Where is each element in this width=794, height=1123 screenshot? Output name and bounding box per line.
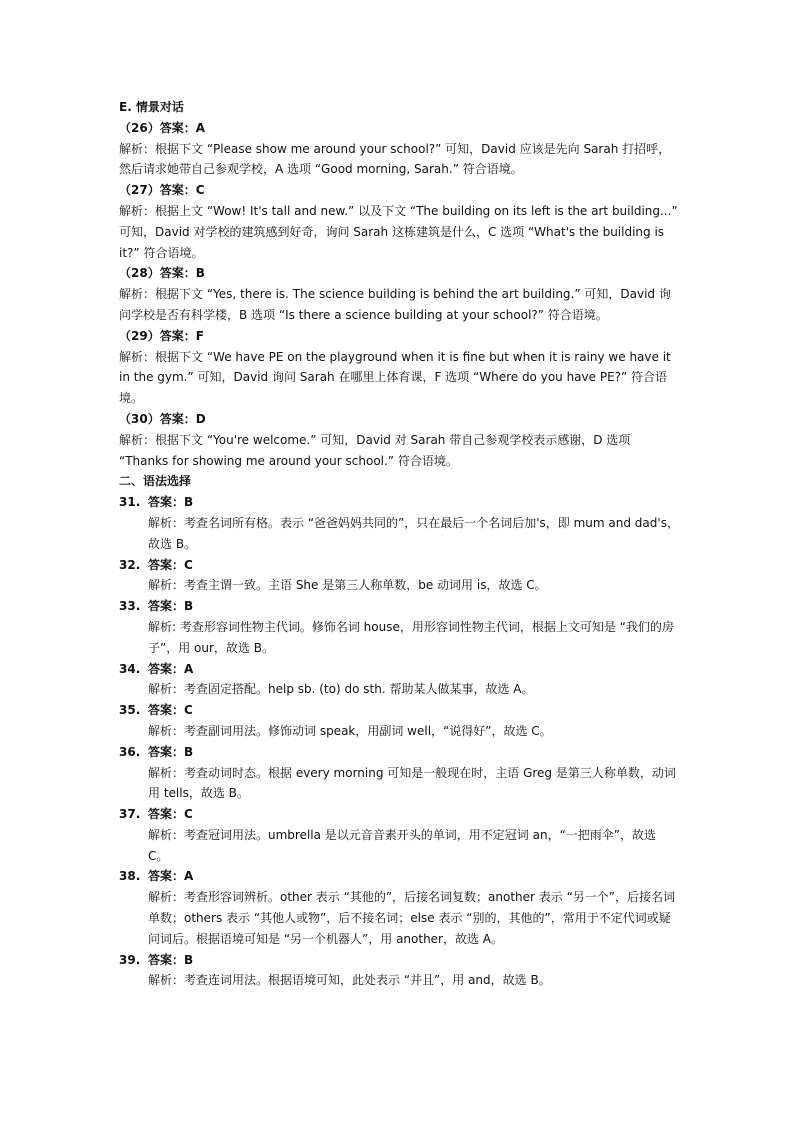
answer-line: （30）答案：D (119, 411, 206, 426)
analysis-text: 解析：根据下文 “Yes, there is. The science building is behind the art building.” 可知，David 询问学校是否有科学楼，B 选项 “Is there a science building at your school?” 符合语境。 (119, 287, 671, 322)
item-number: 33. (119, 599, 141, 614)
grammar-item (119, 804, 679, 866)
answer-line: （27）答案：C (119, 183, 205, 198)
item-number: 38. (119, 869, 141, 884)
item-number: 32. (119, 557, 141, 572)
item-number: 39. (119, 952, 141, 967)
section-title: 二、语法选择 (119, 474, 192, 489)
answer-line: 答案：B (148, 952, 194, 967)
answer-line: 答案：A (148, 869, 194, 884)
answer-line: 答案：C (148, 807, 193, 822)
grammar-item (119, 555, 679, 597)
answer-key-document (119, 97, 679, 991)
answer-line: （28）答案：B (119, 266, 205, 281)
analysis-text: 解析：考查副词用法。修饰动词 speak，用副词 well，“说得好”，故选 C。 (148, 723, 552, 738)
answer-line: 答案：A (148, 661, 194, 676)
item-number: 31. (119, 495, 141, 510)
dialogue-item (119, 180, 679, 263)
grammar-item (119, 659, 679, 701)
answer-line: （29）答案：F (119, 328, 204, 343)
item-number: 37. (119, 807, 141, 822)
section-title: E. 情景对话 (119, 100, 184, 114)
analysis-text: 解析：考查形容词辨析。other 表示 “其他的”，后接名词复数；another 表示 “另一个”，后接名词单数；others 表示 “其他人或物”，后不接名词；else 表示 “别的，其他的”，常用于不定代词或疑问词后。根据语境可知是 “另一个机器人”，用 another，故选 A。 (148, 890, 676, 946)
analysis-text: 解析：根据下文 “We have PE on the playground when it is fine but when it is rainy we have it in the gym.” 可知，David 询问 Sarah 在哪里上体育课，F 选项 “Where do you have PE?” 符合语境。 (119, 349, 671, 406)
answer-line: （26）答案：A (119, 120, 205, 135)
analysis-text: 解析：考查名词所有格。表示 “爸爸妈妈共同的”，只在最后一个名词后加's，即 mum and dad's，故选 B。 (148, 515, 679, 551)
analysis-text: 解析：根据上文 “Wow! It's tall and new.” 以及下文 “The building on its left is the art building...” 可知，David 对学校的建筑感到好奇，询问 Sarah 这栋建筑是什么，C 选项 “What's the building is it?” 符合语境。 (119, 203, 678, 260)
item-number: 35. (119, 703, 141, 718)
analysis-text: 解析：根据下文 “Please show me around your school?” 可知，David 应该是先向 Sarah 打招呼，然后请求她带自己参观学校，A 选项 “Good morning, Sarah.” 符合语境。 (119, 141, 671, 177)
analysis-text: 解析：考查固定搭配。help sb. (to) do sth. 帮助某人做某事，故选 A。 (148, 682, 534, 697)
answer-line: 答案：B (148, 495, 194, 510)
grammar-item (119, 492, 679, 554)
grammar-item (119, 950, 679, 992)
item-number: 34. (119, 661, 141, 676)
analysis-text: 解析：根据下文 “You're welcome.” 可知，David 对 Sarah 带自己参观学校表示感谢，D 选项 “Thanks for showing me around your school.” 符合语境。 (119, 432, 631, 468)
grammar-item (119, 700, 679, 742)
dialogue-item (119, 326, 679, 409)
answer-line: 答案：B (148, 599, 194, 614)
dialogue-item (119, 118, 679, 180)
analysis-text: 解析：考查动词时态。根据 every morning 可知是一般现在时，主语 Greg 是第三人称单数，动词用 tells，故选 B。 (148, 765, 676, 801)
answer-line: 答案：B (148, 744, 194, 759)
analysis-text: 解析：考查连词用法。根据语境可知，此处表示 “并且”，用 and，故选 B。 (148, 973, 551, 988)
grammar-item (119, 742, 679, 804)
dialogue-item (119, 409, 679, 471)
answer-line: 答案：C (148, 703, 193, 718)
answer-line: 答案：C (148, 557, 193, 572)
dialogue-item (119, 263, 679, 325)
item-number: 36. (119, 744, 141, 759)
analysis-text: 解析: 考查形容词性物主代词。修饰名词 house，用形容词性物主代词，根据上文可知是 “我们的房子”，用 our，故选 B。 (148, 619, 674, 655)
analysis-text: 解析：考查冠词用法。umbrella 是以元音音素开头的单词，用不定冠词 an，“一把雨伞”，故选 C。 (148, 827, 657, 863)
grammar-item (119, 866, 679, 949)
analysis-text: 解析：考查主谓一致。主语 She 是第三人称单数，be 动词用 is，故选 C。 (148, 578, 547, 593)
grammar-item (119, 596, 679, 658)
